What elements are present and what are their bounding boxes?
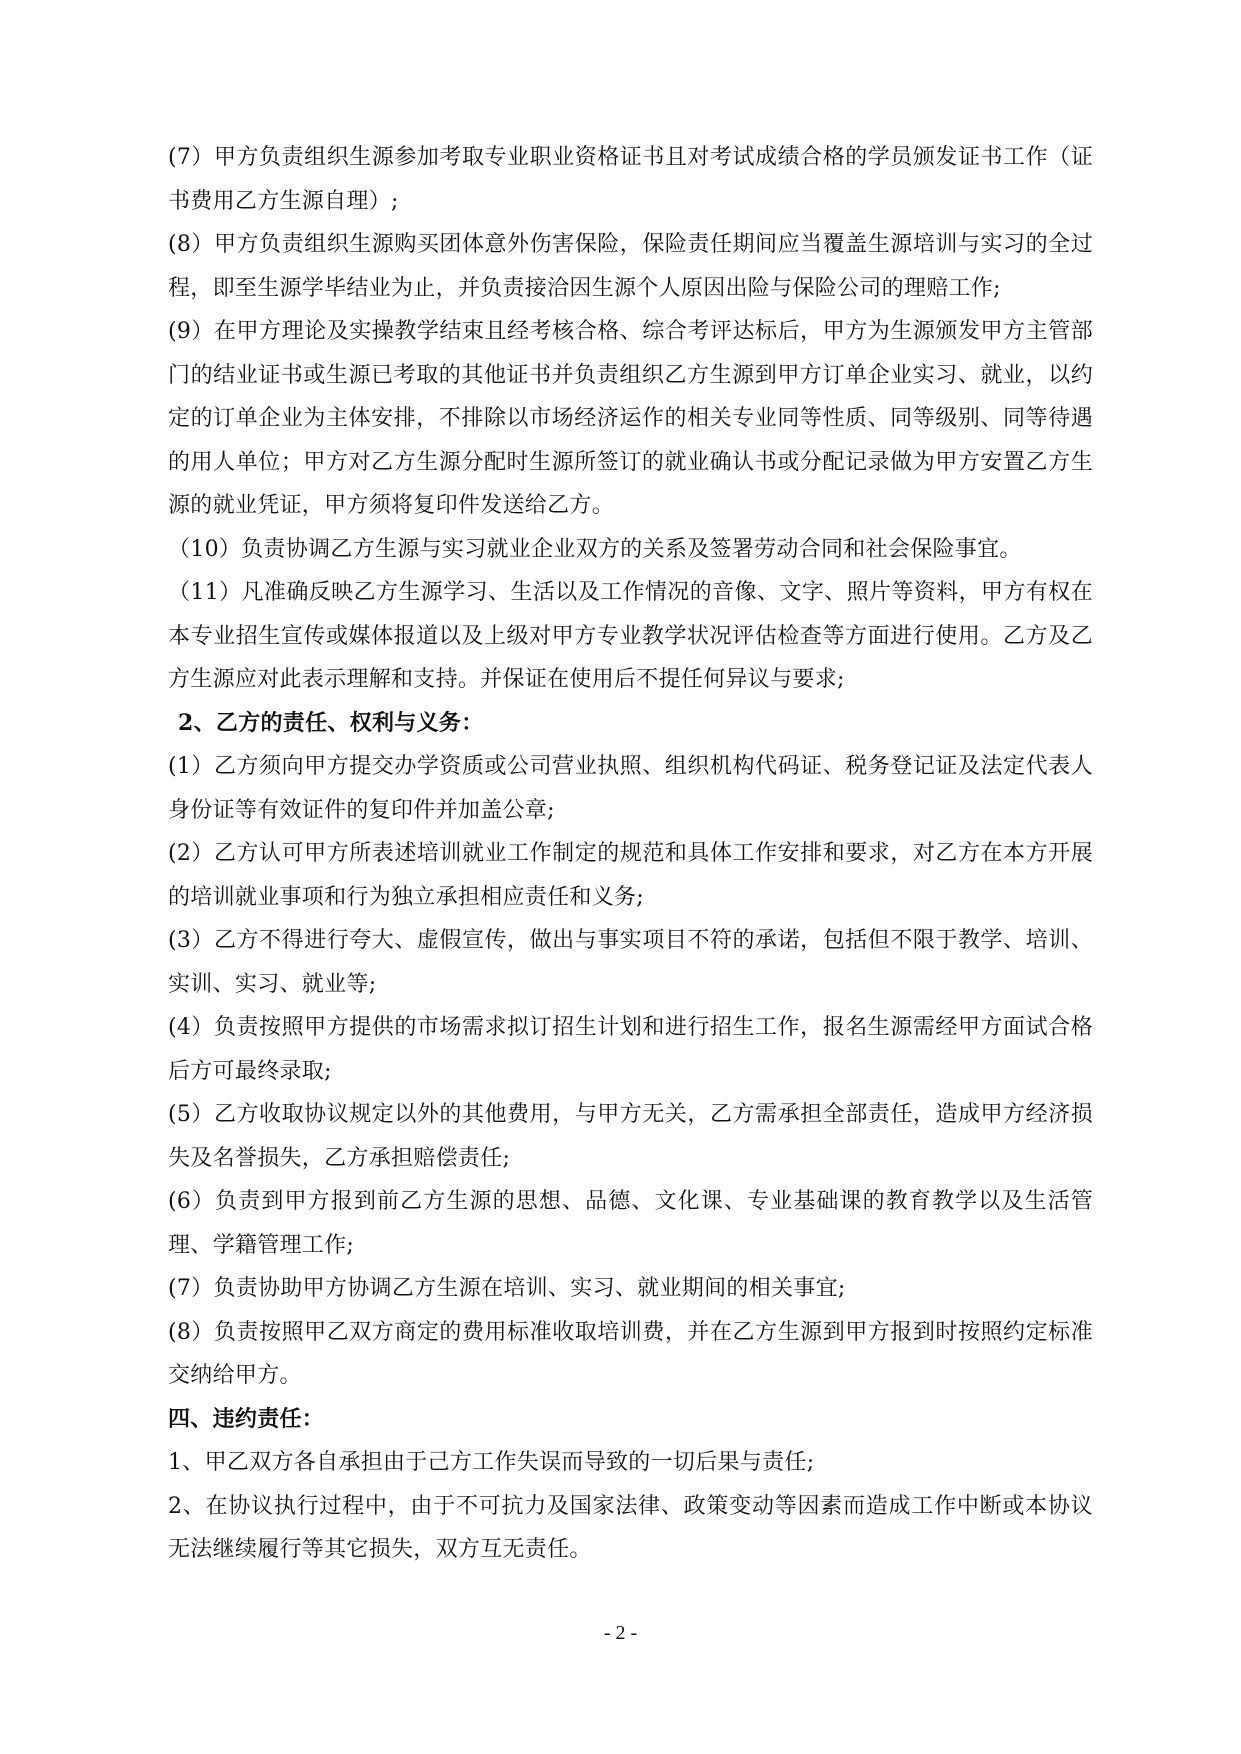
document-body bbox=[168, 136, 1093, 1572]
clause-b1: (1）乙方须向甲方提交办学资质或公司营业执照、组织机构代码证、税务登记证及法定代表人身份证等有效证件的复印件并加盖公章; bbox=[168, 754, 1093, 823]
clause-a8: (8）甲方负责组织生源购买团体意外伤害保险，保险责任期间应当覆盖生源培训与实习的全过程，即至生源学毕结业为止，并负责接洽因生源个人原因出险与保险公司的理赔工作; bbox=[168, 232, 1093, 301]
clause-b2: (2）乙方认可甲方所表述培训就业工作制定的规范和具体工作安排和要求，对乙方在本方开展的培训就业事项和行为独立承担相应责任和义务; bbox=[168, 841, 1093, 910]
clause-b3: (3）乙方不得进行夸大、虚假宣传，做出与事实项目不符的承诺，包括但不限于教学、培训、实训、实习、就业等; bbox=[168, 928, 1093, 997]
clause-breach-1: 1、甲乙双方各自承担由于己方工作失误而导致的一切后果与责任; bbox=[168, 1450, 815, 1475]
section-heading-breach: 四、违约责任： bbox=[168, 1405, 325, 1432]
clause-a9: (9）在甲方理论及实操教学结束且经考核合格、综合考评达标后，甲方为生源颁发甲方主管部门的结业证书或生源已考取的其他证书并负责组织乙方生源到甲方订单企业实习、就业，以约定的订单企业为主体安排，不排除以市场经济运作的相关专业同等性质、同等级别、同等待遇的用人单位；甲方对乙方生源分配时生源所签订的就业确认书或分配记录做为甲方安置乙方生源的就业凭证，甲方须将复印件发送给乙方。 bbox=[168, 319, 1093, 518]
clause-a11: （11）凡准确反映乙方生源学习、生活以及工作情况的音像、文字、照片等资料，甲方有权在本专业招生宣传或媒体报道以及上级对甲方专业教学状况评估检查等方面进行使用。乙方及乙方生源应对此表示理解和支持。并保证在使用后不提任何异议与要求; bbox=[168, 580, 1093, 692]
page-number: - 2 - bbox=[603, 1622, 638, 1644]
clause-breach-2: 2、在协议执行过程中，由于不可抗力及国家法律、政策变动等因素而造成工作中断或本协议无法继续履行等其它损失，双方互无责任。 bbox=[168, 1493, 1093, 1562]
clause-b5: (5）乙方收取协议规定以外的其他费用，与甲方无关，乙方需承担全部责任，造成甲方经济损失及名誉损失，乙方承担赔偿责任; bbox=[168, 1102, 1093, 1171]
clause-b6: (6）负责到甲方报到前乙方生源的思想、品德、文化课、专业基础课的教育教学以及生活管理、学籍管理工作; bbox=[168, 1189, 1093, 1258]
clause-b8: (8）负责按照甲乙双方商定的费用标准收取培训费，并在乙方生源到甲方报到时按照约定标准交纳给甲方。 bbox=[168, 1319, 1093, 1388]
section-heading-party-b: 2、乙方的责任、权利与义务： bbox=[178, 709, 484, 736]
clause-a10: （10）负责协调乙方生源与实习就业企业双方的关系及签署劳动合同和社会保险事宜。 bbox=[168, 536, 1022, 562]
clause-a7: (7）甲方负责组织生源参加考取专业职业资格证书且对考试成绩合格的学员颁发证书工作（证书费用乙方生源自理）; bbox=[168, 145, 1093, 214]
clause-b4: (4）负责按照甲方提供的市场需求拟订招生计划和进行招生工作，报名生源需经甲方面试合格后方可最终录取; bbox=[168, 1015, 1093, 1084]
clause-b7: (7）负责协助甲方协调乙方生源在培训、实习、就业期间的相关事宜; bbox=[168, 1276, 846, 1301]
